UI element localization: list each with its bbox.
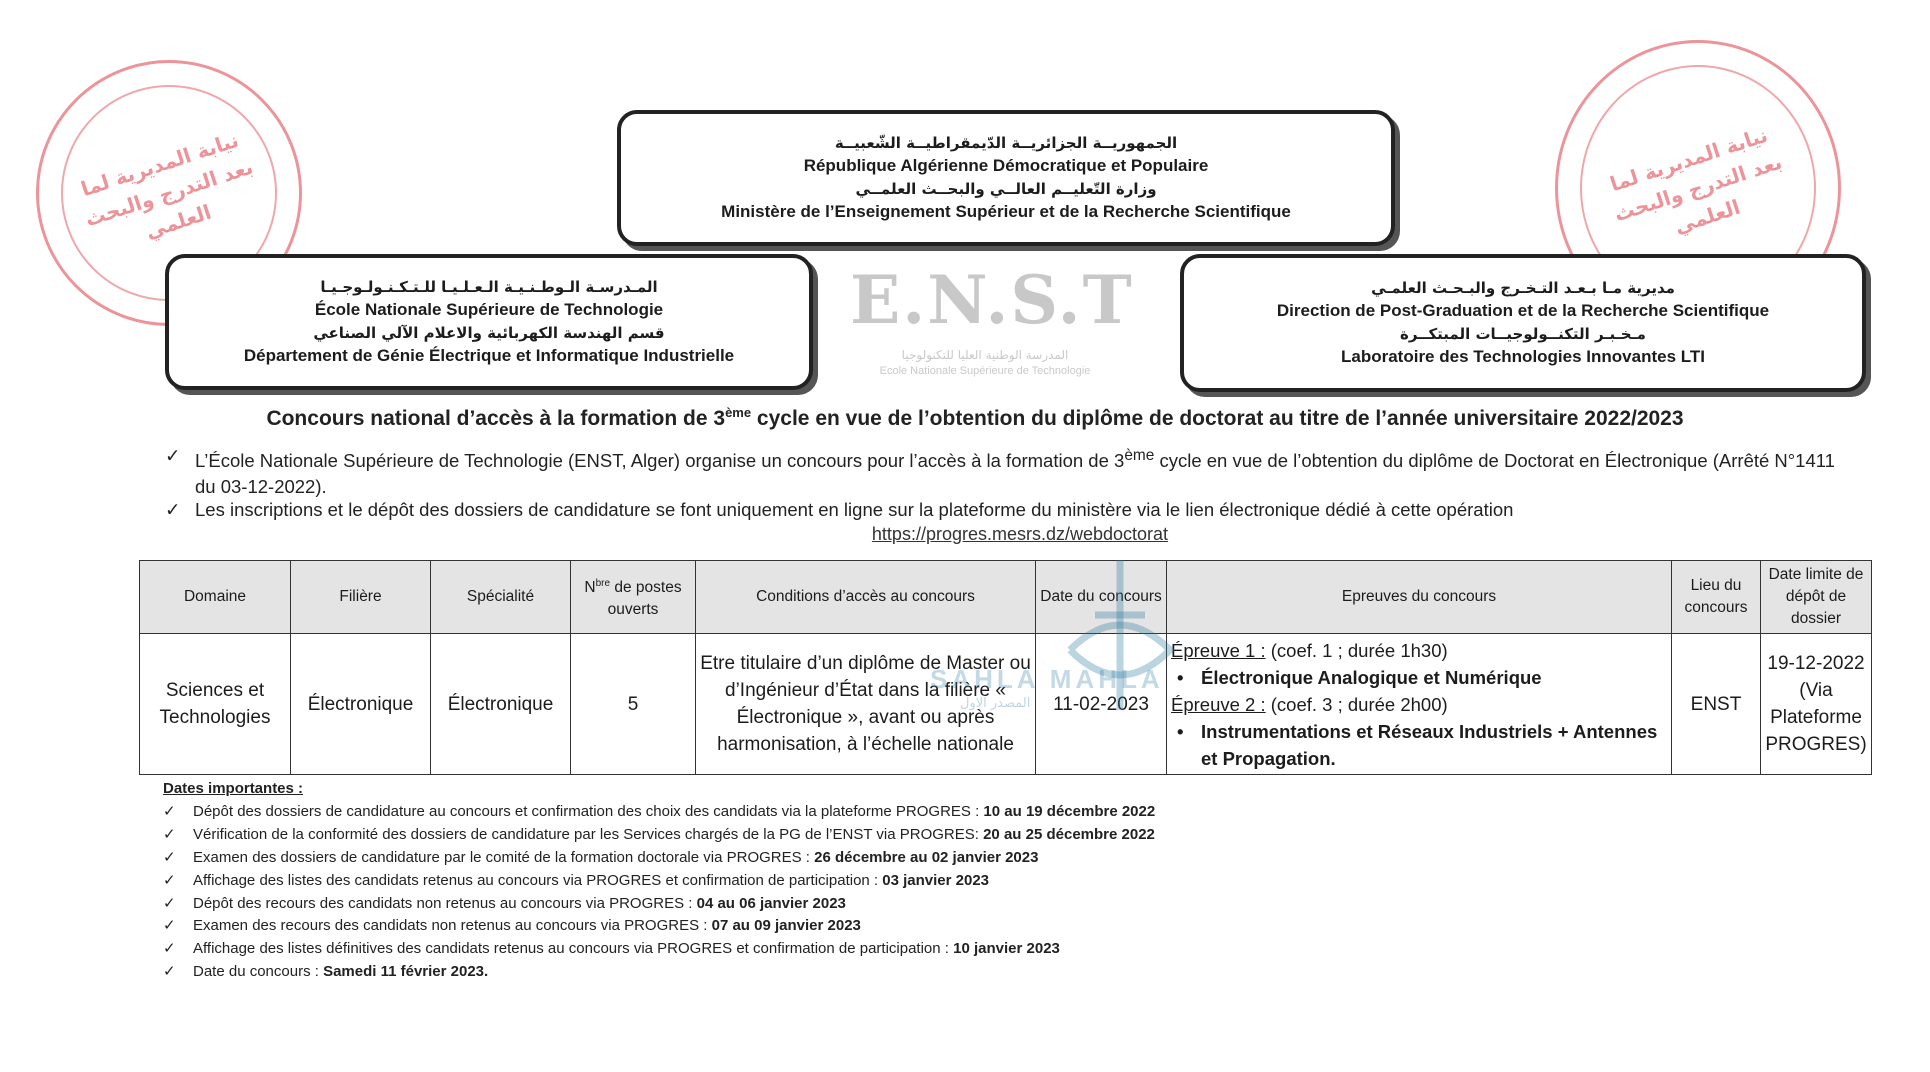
cell-domaine: Sciences et Technologies <box>140 634 291 775</box>
header-domaine: Domaine <box>140 561 291 634</box>
logo-arabic: المدرسة الوطنية العليا للتكنولوجيا <box>901 348 1069 362</box>
logo-french: Ecole Nationale Supérieure de Technologie <box>879 365 1091 377</box>
registration-paragraph: ✓ Les inscriptions et le dépôt des dossiers de candidature se font uniquement en ligne sur la plateforme du ministère via le lien électronique dédié à cette opération <box>195 497 1845 523</box>
ministry-arabic: وزارة التّعليــم العالــي والبحــث العلمــي <box>855 180 1157 198</box>
school-arabic: المـدرسـة الـوطـنـيـة الـعـلـيـا للـتـكـنـولـوجـيـا <box>320 278 658 296</box>
ministry-french: Ministère de l’Enseignement Supérieur et de la Recherche Scientifique <box>721 202 1291 221</box>
date-item: ✓ Affichage des listes des candidats retenus au concours via PROGRES et confirmation de participation : 03 janvier 2023 <box>163 870 1363 893</box>
date-item: ✓ Examen des dossiers de candidature par le comité de la formation doctorale via PROGRES : 26 décembre au 02 janvier 2023 <box>163 847 1363 870</box>
check-icon: ✓ <box>163 917 176 935</box>
watermark-subtext: المصدر الاول <box>960 696 1031 711</box>
date-item: ✓ Dépôt des dossiers de candidature au concours et confirmation des choix des candidats via la plateforme PROGRES : 10 au 19 décembre 2022 <box>163 801 1363 824</box>
header-postes: $N^{bre}$ de postes ouverts <box>571 561 696 634</box>
cell-lieu: ENST <box>1672 634 1761 775</box>
cell-specialite: Électronique <box>431 634 571 775</box>
date-item: ✓ Examen des recours des candidats non retenus au concours via PROGRES : 07 au 09 janvier 2023 <box>163 915 1363 938</box>
epreuve-1-subject: • Électronique Analogique et Numérique <box>1171 664 1667 691</box>
enst-logo <box>850 261 1134 392</box>
republic-arabic: الجمهوريــة الجزائريــة الدّيمقراطيــة الشّعبيــة <box>834 134 1178 152</box>
header-epreuves: Epreuves du concours <box>1167 561 1672 634</box>
department-french: Département de Génie Électrique et Informatique Industrielle <box>243 346 735 365</box>
logo-title: E.N.S.T <box>850 261 1134 339</box>
cell-limite: 19-12-2022 (Via Plateforme PROGRES) <box>1761 634 1872 775</box>
check-icon: ✓ <box>163 894 176 912</box>
check-icon: ✓ <box>165 445 181 466</box>
dates-title: Dates importantes : <box>163 780 304 797</box>
stamp-left-text: نيابة المديرية لما بعد التدرج والبحث العلمي <box>77 127 256 244</box>
check-icon: ✓ <box>163 963 176 981</box>
date-item: ✓ Affichage des listes définitives des candidats retenus au concours via PROGRES et confirmation de participation : 10 janvier 2023 <box>163 938 1363 961</box>
header-limite: Date limite de dépôt de dossier <box>1761 561 1872 634</box>
check-icon: ✓ <box>163 871 176 889</box>
direction-header-box <box>1180 254 1866 392</box>
check-icon: ✓ <box>163 940 176 958</box>
school-french: École Nationale Supérieure de Technologie <box>314 300 664 319</box>
date-item: ✓ Dépôt des recours des candidats non retenus au concours via PROGRES : 04 au 06 janvier 2023 <box>163 893 1363 916</box>
cell-epreuves <box>1167 634 1672 775</box>
school-header-box <box>165 254 813 390</box>
table-header-row <box>140 561 1872 634</box>
intro-paragraph: ✓ L’École Nationale Supérieure de Technologie (ENST, Alger) organise un concours pour l’accès à la formation de 3ème cycle en vue de l’obtention du diplôme de Doctorat en Électronique (Arrêté N°1411 du 03-12-2022). <box>165 445 1835 498</box>
ministry-header-box <box>617 110 1395 246</box>
cell-date: 11-02-2023 <box>1036 634 1167 775</box>
direction-french: Direction de Post-Graduation et de la Recherche Scientifique <box>1276 301 1770 320</box>
epreuve-1: Épreuve 1 : (coef. 1 ; durée 1h30) <box>1171 639 1448 661</box>
cell-filiere: Électronique <box>291 634 431 775</box>
epreuve-2: Épreuve 2 : (coef. 3 ; durée 2h00) <box>1171 693 1448 715</box>
check-icon: ✓ <box>163 848 176 866</box>
department-arabic: قسم الهندسة الكهربائية والاعلام الآلي الصناعي <box>313 324 665 342</box>
header-filiere: Filière <box>291 561 431 634</box>
check-icon: ✓ <box>165 499 181 520</box>
date-item: ✓ Vérification de la conformité des dossiers de candidature par les Services chargés de la PG de l’ENST via PROGRES: 20 au 25 décembre 2022 <box>163 824 1363 847</box>
header-lieu: Lieu du concours <box>1672 561 1761 634</box>
epreuve-2-subject: • Instrumentations et Réseaux Industriels + Antennes et Propagation. <box>1171 718 1667 772</box>
direction-arabic: مديرية مـا بـعـد التـخـرج والبـحـث العلمـي <box>1371 279 1675 297</box>
important-dates <box>163 778 1363 984</box>
cell-conditions: Etre titulaire d’un diplôme de Master ou d’Ingénieur d’État dans la filière « Électronique », avant ou après harmonisation, à l’échelle nationale <box>696 634 1036 775</box>
watermark-logo <box>1040 540 1200 740</box>
date-item: ✓ Date du concours : Samedi 11 février 2023. <box>163 961 1363 984</box>
header-date: Date du concours <box>1036 561 1167 634</box>
lab-french: Laboratoire des Technologies Innovantes LTI <box>1341 347 1705 366</box>
watermark-text: SAHLA MAHLA <box>930 664 1164 694</box>
registration-link[interactable]: https://progres.mesrs.dz/webdoctorat <box>871 524 1169 544</box>
page-title: Concours national d’accès à la formation de 3ème cycle en vue de l’obtention du diplôme de doctorat au titre de l’année universitaire 2022/2023 <box>266 405 1684 430</box>
cell-postes: 5 <box>571 634 696 775</box>
header-conditions: Conditions d’accès au concours <box>696 561 1036 634</box>
republic-french: République Algérienne Démocratique et Populaire <box>803 156 1209 175</box>
stamp-right-text: نيابة المديرية لما بعد التدرج والبحث العلمي <box>1606 122 1785 239</box>
check-icon: ✓ <box>163 802 176 820</box>
header-specialite: Spécialité <box>431 561 571 634</box>
lab-arabic: مـخـبـر التكنــولوجيــات المبتكــرة <box>1400 325 1646 343</box>
check-icon: ✓ <box>163 825 176 843</box>
